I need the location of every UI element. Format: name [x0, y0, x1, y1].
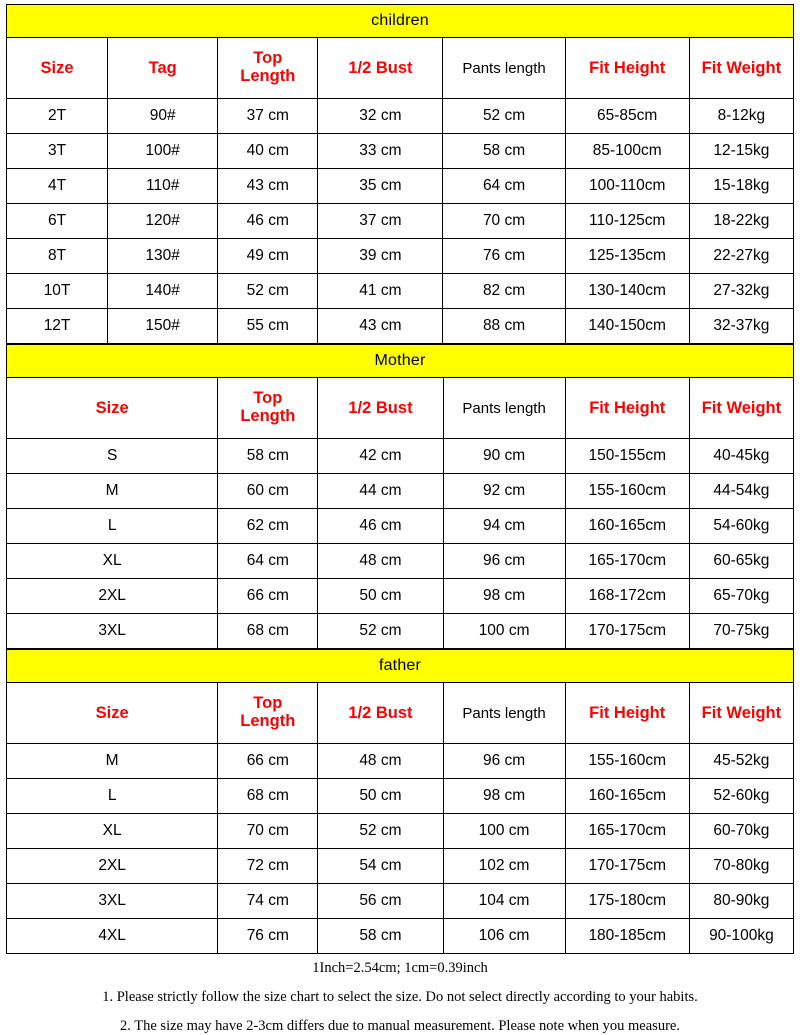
cell-pants-length: 52 cm	[443, 99, 565, 134]
cell-top-length: 49 cm	[218, 239, 318, 274]
header-fit-weight: Fit Weight	[689, 38, 793, 99]
cell-half-bust: 37 cm	[318, 204, 443, 239]
cell-size: XL	[7, 544, 218, 579]
table-row	[7, 544, 794, 579]
cell-fit-weight: 70-75kg	[689, 614, 793, 649]
table-row	[7, 614, 794, 649]
cell-fit-height: 165-170cm	[565, 544, 689, 579]
cell-pants-length: 106 cm	[443, 919, 565, 954]
cell-fit-weight: 12-15kg	[689, 134, 793, 169]
cell-size: 3XL	[7, 614, 218, 649]
cell-pants-length: 96 cm	[443, 744, 565, 779]
cell-pants-length: 100 cm	[443, 814, 565, 849]
header-half-bust: 1/2 Bust	[318, 683, 443, 744]
cell-fit-height: 155-160cm	[565, 474, 689, 509]
cell-top-length: 40 cm	[218, 134, 318, 169]
table-header-row	[7, 378, 794, 439]
cell-half-bust: 35 cm	[318, 169, 443, 204]
table-row	[7, 274, 794, 309]
cell-fit-weight: 52-60kg	[689, 779, 793, 814]
cell-tag: 100#	[108, 134, 218, 169]
header-fit-height: Fit Height	[565, 378, 689, 439]
section-title-children: children	[7, 5, 794, 38]
table-row	[7, 919, 794, 954]
cell-fit-height: 65-85cm	[565, 99, 689, 134]
notes-block	[6, 960, 794, 1035]
header-half-bust: 1/2 Bust	[318, 378, 443, 439]
cell-fit-weight: 44-54kg	[689, 474, 793, 509]
table-row	[7, 134, 794, 169]
mother-size-table	[6, 344, 794, 649]
cell-top-length: 74 cm	[218, 884, 318, 919]
header-pants-length: Pants length	[443, 378, 565, 439]
cell-pants-length: 64 cm	[443, 169, 565, 204]
table-row	[7, 744, 794, 779]
table-row	[7, 99, 794, 134]
cell-fit-height: 170-175cm	[565, 614, 689, 649]
cell-fit-height: 130-140cm	[565, 274, 689, 309]
cell-half-bust: 52 cm	[318, 614, 443, 649]
cell-pants-length: 96 cm	[443, 544, 565, 579]
cell-top-length: 43 cm	[218, 169, 318, 204]
cell-top-length: 64 cm	[218, 544, 318, 579]
cell-fit-weight: 45-52kg	[689, 744, 793, 779]
cell-top-length: 66 cm	[218, 744, 318, 779]
cell-fit-height: 168-172cm	[565, 579, 689, 614]
cell-pants-length: 104 cm	[443, 884, 565, 919]
cell-top-length: 66 cm	[218, 579, 318, 614]
section-banner-row	[7, 345, 794, 378]
cell-size: 6T	[7, 204, 108, 239]
header-top-length: Top Length	[218, 38, 318, 99]
cell-half-bust: 50 cm	[318, 579, 443, 614]
cell-size: XL	[7, 814, 218, 849]
cell-size: 4T	[7, 169, 108, 204]
header-top-length: Top Length	[218, 683, 318, 744]
cell-fit-height: 160-165cm	[565, 509, 689, 544]
cell-tag: 130#	[108, 239, 218, 274]
cell-half-bust: 42 cm	[318, 439, 443, 474]
cell-half-bust: 54 cm	[318, 849, 443, 884]
cell-top-length: 46 cm	[218, 204, 318, 239]
cell-pants-length: 100 cm	[443, 614, 565, 649]
cell-fit-weight: 15-18kg	[689, 169, 793, 204]
cell-half-bust: 56 cm	[318, 884, 443, 919]
cell-top-length: 58 cm	[218, 439, 318, 474]
cell-top-length: 52 cm	[218, 274, 318, 309]
cell-top-length: 68 cm	[218, 614, 318, 649]
cell-size: M	[7, 744, 218, 779]
header-fit-weight: Fit Weight	[689, 683, 793, 744]
table-row	[7, 509, 794, 544]
cell-size: 8T	[7, 239, 108, 274]
cell-fit-height: 155-160cm	[565, 744, 689, 779]
cell-fit-height: 180-185cm	[565, 919, 689, 954]
cell-fit-weight: 60-70kg	[689, 814, 793, 849]
cell-fit-weight: 90-100kg	[689, 919, 793, 954]
table-row	[7, 169, 794, 204]
table-header-row	[7, 38, 794, 99]
cell-tag: 120#	[108, 204, 218, 239]
table-row	[7, 239, 794, 274]
cell-pants-length: 94 cm	[443, 509, 565, 544]
cell-half-bust: 32 cm	[318, 99, 443, 134]
cell-size: M	[7, 474, 218, 509]
cell-half-bust: 41 cm	[318, 274, 443, 309]
header-fit-height: Fit Height	[565, 683, 689, 744]
cell-fit-height: 175-180cm	[565, 884, 689, 919]
cell-fit-height: 160-165cm	[565, 779, 689, 814]
cell-top-length: 62 cm	[218, 509, 318, 544]
cell-fit-weight: 65-70kg	[689, 579, 793, 614]
cell-tag: 90#	[108, 99, 218, 134]
cell-pants-length: 90 cm	[443, 439, 565, 474]
cell-top-length: 55 cm	[218, 309, 318, 344]
cell-pants-length: 102 cm	[443, 849, 565, 884]
cell-size: 12T	[7, 309, 108, 344]
cell-size: 2T	[7, 99, 108, 134]
cell-size: 10T	[7, 274, 108, 309]
cell-fit-weight: 40-45kg	[689, 439, 793, 474]
cell-half-bust: 50 cm	[318, 779, 443, 814]
cell-half-bust: 52 cm	[318, 814, 443, 849]
note-1: 1. Please strictly follow the size chart to select the size. Do not select directly according to your habits.	[102, 989, 698, 1005]
table-row	[7, 439, 794, 474]
cell-fit-height: 110-125cm	[565, 204, 689, 239]
cell-half-bust: 44 cm	[318, 474, 443, 509]
header-pants-length: Pants length	[443, 38, 565, 99]
cell-half-bust: 43 cm	[318, 309, 443, 344]
cell-pants-length: 92 cm	[443, 474, 565, 509]
cell-size: 2XL	[7, 579, 218, 614]
cell-half-bust: 39 cm	[318, 239, 443, 274]
cell-tag: 150#	[108, 309, 218, 344]
unit-conversion-note: 1Inch=2.54cm; 1cm=0.39inch	[312, 960, 488, 976]
cell-fit-height: 85-100cm	[565, 134, 689, 169]
father-size-table	[6, 649, 794, 954]
cell-tag: 140#	[108, 274, 218, 309]
cell-tag: 110#	[108, 169, 218, 204]
table-row	[7, 579, 794, 614]
table-row	[7, 779, 794, 814]
cell-pants-length: 76 cm	[443, 239, 565, 274]
cell-top-length: 60 cm	[218, 474, 318, 509]
section-title-mother: Mother	[7, 345, 794, 378]
cell-half-bust: 33 cm	[318, 134, 443, 169]
cell-top-length: 70 cm	[218, 814, 318, 849]
cell-fit-weight: 8-12kg	[689, 99, 793, 134]
cell-size: 4XL	[7, 919, 218, 954]
cell-half-bust: 48 cm	[318, 544, 443, 579]
cell-half-bust: 48 cm	[318, 744, 443, 779]
cell-fit-weight: 54-60kg	[689, 509, 793, 544]
table-row	[7, 474, 794, 509]
header-size: Size	[7, 38, 108, 99]
cell-size: L	[7, 779, 218, 814]
cell-fit-weight: 80-90kg	[689, 884, 793, 919]
cell-half-bust: 46 cm	[318, 509, 443, 544]
cell-pants-length: 82 cm	[443, 274, 565, 309]
cell-fit-height: 165-170cm	[565, 814, 689, 849]
cell-half-bust: 58 cm	[318, 919, 443, 954]
cell-pants-length: 58 cm	[443, 134, 565, 169]
header-half-bust: 1/2 Bust	[318, 38, 443, 99]
section-title-father: father	[7, 650, 794, 683]
cell-size: 3XL	[7, 884, 218, 919]
cell-size: S	[7, 439, 218, 474]
table-row	[7, 814, 794, 849]
cell-fit-weight: 32-37kg	[689, 309, 793, 344]
cell-pants-length: 98 cm	[443, 579, 565, 614]
header-tag: Tag	[108, 38, 218, 99]
cell-top-length: 37 cm	[218, 99, 318, 134]
cell-size: 3T	[7, 134, 108, 169]
section-banner-row	[7, 650, 794, 683]
cell-size: 2XL	[7, 849, 218, 884]
cell-size: L	[7, 509, 218, 544]
table-row	[7, 849, 794, 884]
cell-fit-weight: 27-32kg	[689, 274, 793, 309]
section-banner-row	[7, 5, 794, 38]
cell-top-length: 76 cm	[218, 919, 318, 954]
cell-fit-weight: 60-65kg	[689, 544, 793, 579]
cell-fit-height: 125-135cm	[565, 239, 689, 274]
cell-pants-length: 98 cm	[443, 779, 565, 814]
header-size: Size	[7, 683, 218, 744]
note-2: 2. The size may have 2-3cm differs due to manual measurement. Please note when you measure.	[120, 1018, 680, 1034]
cell-fit-weight: 70-80kg	[689, 849, 793, 884]
cell-pants-length: 70 cm	[443, 204, 565, 239]
table-row	[7, 204, 794, 239]
cell-fit-weight: 22-27kg	[689, 239, 793, 274]
header-fit-weight: Fit Weight	[689, 378, 793, 439]
cell-fit-height: 170-175cm	[565, 849, 689, 884]
cell-top-length: 72 cm	[218, 849, 318, 884]
header-top-length: Top Length	[218, 378, 318, 439]
table-header-row	[7, 683, 794, 744]
cell-fit-height: 150-155cm	[565, 439, 689, 474]
cell-top-length: 68 cm	[218, 779, 318, 814]
header-size: Size	[7, 378, 218, 439]
header-fit-height: Fit Height	[565, 38, 689, 99]
table-row	[7, 884, 794, 919]
cell-fit-height: 140-150cm	[565, 309, 689, 344]
cell-fit-weight: 18-22kg	[689, 204, 793, 239]
header-pants-length: Pants length	[443, 683, 565, 744]
children-size-table	[6, 4, 794, 344]
cell-fit-height: 100-110cm	[565, 169, 689, 204]
cell-pants-length: 88 cm	[443, 309, 565, 344]
table-row	[7, 309, 794, 344]
